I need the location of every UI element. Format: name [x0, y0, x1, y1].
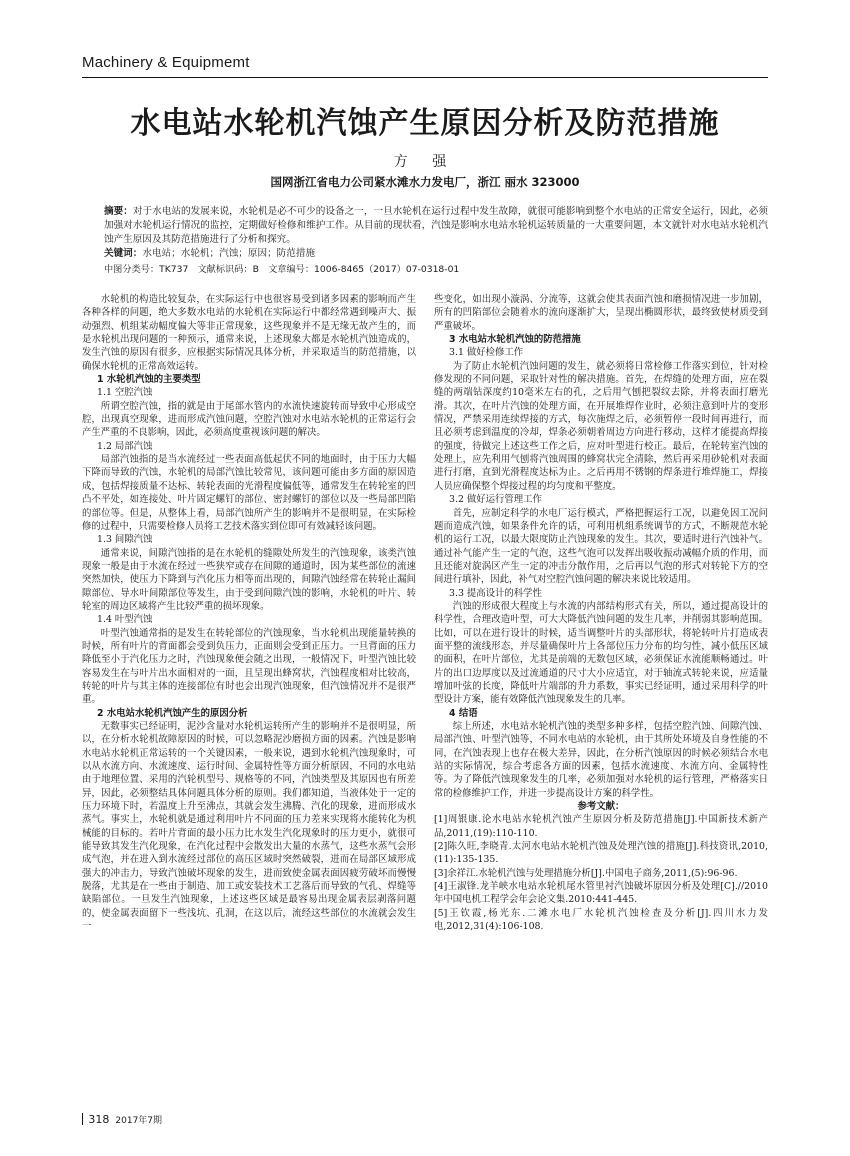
paragraph: 些变化，如出现小漩涡、分流等，这就会使其表面汽蚀和磨损情况进一步加剧，所有的凹陷部位会随着水的流向逐渐扩大，呈现出椭圆形状，最终致使材质受到严重破坏。 — [434, 294, 768, 332]
subsection-heading: 3.1 做好检修工作 — [449, 347, 524, 359]
journal-header-tag: Machinery & Equipmemt — [82, 54, 250, 71]
subsection-heading: 1.2 局部汽蚀 — [97, 440, 153, 452]
subsection-heading: 3.2 做好运行管理工作 — [449, 494, 542, 506]
subsection-heading: 1.1 空腔汽蚀 — [97, 387, 153, 399]
classification-line: 中图分类号：TK737 文献标识码：B 文章编号：1006-8465（2017）07-0318-01 — [104, 264, 460, 275]
keywords — [104, 247, 768, 261]
subsection-heading: 1.3 间隙汽蚀 — [97, 534, 153, 546]
paragraph: 通常来说，间隙汽蚀指的是在水轮机的缝隙处所发生的汽蚀现象，该类汽蚀现象一般是由于水流在经过一些狭窄或存在间隙的通道时，因为某些部位的流速突然加快，使压力下降到与汽化压力相等而出现的，间隙汽蚀经常在转轮止漏间隙部位、导水叶间隙部位等发生，由于受到间隙汽蚀的影响，水轮机的叶片、转轮室的周边区域将产生比较严重的损坏现象。 — [82, 547, 416, 612]
paragraph: 首先，应制定科学的水电厂运行模式，严格把握运行工况，以避免因工况问题而造成汽蚀，如果条件允许的话，可利用机组系统调节的方式，不断规范水轮机的运行工况，以最大限度防止汽蚀现象的发生。其次，要适时进行汽蚀补气。通过补气能产生一定的气泡，这些气泡可以发挥出吸收振动减幅介质的作用，而且还能对旋涡区产生一定的冲击分散作用，之后再以气泡的形式对转轮下方的空间进行填补，因此，补气对空腔汽蚀问题的解决来说比较适用。 — [434, 507, 768, 586]
keywords-label: 关键词： — [104, 248, 143, 259]
paragraph: 为了防止水轮机汽蚀问题的发生，就必须将日常检修工作落实到位，针对检修发现的不同问题，采取针对性的解决措施。首先，在焊缝的处理方面，应在裂缝的两端钻深度约10毫米左右的孔，之后用气刨把裂纹去除，并将表面打磨光滑。其次，在叶片汽蚀的处理方面，在开展堆焊作业时，必须注意到叶片的变形情况，严禁采用连续焊接的方式，每次施焊之后，必须暂停一段时间再进行，而且必须考虑到温度的冷却，焊条必须朝着周边方向进行移动，这样才能提高焊接的强度，待做完上述这些工作之后，应对叶型进行校正。最后，在轮转室汽蚀的处理上，应先利用气刨将汽蚀周围的蜂窝状完全清除，然后再采用砂轮机对表面进行打磨，直到光滑程度达标为止。之后再用不锈钢的焊条进行堆焊施工，焊接人员应确保整个焊接过程的均匀度和平整度。 — [434, 360, 768, 492]
paragraph: 叶型汽蚀通常指的是发生在转轮部位的汽蚀现象，当水轮机出现能量转换的时候，所有叶片的背面都会受到负压力，正面则会受到正压力。一旦背面的压力降低至小于汽化压力之时，汽蚀现象便会随之出现，一般情况下，叶型汽蚀比较容易发生在与叶片出水面相对的一面，且呈现出蜂窝状，汽蚀程度相对比较高，转轮的叶片与其主体的连接部位有时也会出现汽蚀现象，但汽蚀情况并不是很严重。 — [82, 627, 416, 706]
paragraph: 汽蚀的形成很大程度上与水流的内部结构形式有关，所以，通过提高设计的科学性，合理改造叶型，可大大降低汽蚀问题的发生几率，并削弱其影响范围。比如，可以在进行设计的时候，适当调整叶片的头部形状，将轮转叶片打造成表面平整的流线形态，并尽量确保叶片上各部位压力分布的均匀性，减小低压区域的面积，在叶片部位，尤其是前端的无数包区域，必须保证水流能顺畅通过。叶片的出口边厚度以及过流通道的尺寸大小应适宜，对于轴流式转轮来说，应适量增加叶弦的长度，降低叶片端部的升力系数，事实已经证明，通过采用科学的叶型设计方案，能有效降低汽蚀现象发生的几率。 — [434, 600, 768, 706]
footer-bar — [82, 1113, 83, 1125]
paragraph: 综上所述，水电站水轮机汽蚀的类型多种多样，包括空腔汽蚀、间隙汽蚀、局部汽蚀、叶型汽蚀等，不同水电站的水轮机，由于其所处环境及自身性能的不同，在汽蚀表现上也存在极大差异，因此，在分析汽蚀原因的时候必须结合水电站的实际情况，综合考虑各方面的因素，包括水流速度、水流方向、金属特性等。为了降低汽蚀现象发生的几率，必须加强对水轮机的运行管理，严格落实日常的检修维护工作，并进一步提高设计方案的科学性。 — [434, 721, 768, 799]
references-heading: 参考文献： — [577, 801, 625, 813]
subsection-heading: 1.4 叶型汽蚀 — [97, 614, 153, 626]
abstract-text: 对于水电站的发展来说，水轮机是必不可少的设备之一，一旦水轮机在运行过程中发生故障，就很可能影响到整个水电站的正常安全运行，因此，必须加强对水轮机运行情况的监控，定期做好检修和维护工作。从目前的现状看，汽蚀是影响水电站水轮机运转质量的一大重要问题，本文就针对水电站水轮机汽蚀产生原因及其防范措施进行了分析和探究。 — [104, 206, 769, 246]
page-footer — [82, 1113, 162, 1126]
paragraph: 无数事实已经证明，泥沙含量对水轮机运转所产生的影响并不是很明显，所以，在分析水轮机故障原因的时候，可以忽略泥沙磨损方面的因素。汽蚀是影响水电站水轮机正常运转的一个关键因素，一般来说，遇到水轮机汽蚀现象时，可以从水流方向、水流速度、运行时间、金属特性等方面分析原因，不同的水电站由于地理位置、采用的汽轮机型号、规格等的不同，汽蚀类型及其原因也有所差异，因此，必须整结具体问题具体分析的原则。我们都知道，当液体处于一定的压力环境下时，若温度上升至沸点，其就会发生沸腾、汽化的现象，进而形成水蒸气。事实上，水轮机就是通过利用叶片不同面的压力差来实现将水能转化为机械能的目标的。若叶片背面的最小压力比水发生汽化现象时的压力更小，就很可能导致其发生汽化现象，在汽化过程中会散发出大量的水蒸气，这些水蒸气会形成气泡，并在进入到水流经过部位的高压区域时突然破裂，进而在局部区域形成强大的冲击力，导致汽蚀破坏现象的发生，进而致使金属表面因疲劳破坏而慢慢脱落，尤其是在一些由于制造、加工或安装技术工艺落后而导致的气孔、焊缝等缺陷部位。一旦发生汽蚀现象，上述这些区域是最容易出现金属表层剥落问题的，使金属表面留下一些浅坑、孔洞，在这以后，流经这些部位的水流就会发生一 — [82, 721, 416, 933]
author-affiliation: 国网浙江省电力公司紧水滩水力发电厂，浙江 丽水 323000 — [270, 175, 580, 189]
body-column-left — [82, 293, 416, 934]
reference-item: [5]王钦霞,杨光东.二滩水电厂水轮机汽蚀检查及分析[J].四川水力发电,2012,31(4):106-108. — [434, 907, 768, 933]
header-rule — [82, 77, 768, 78]
section-heading: 4 结语 — [449, 707, 478, 719]
page-number: 318 — [88, 1113, 110, 1126]
reference-item: [3]余祥江.水轮机汽蚀与处理措施分析[J].中国电子商务,2011,(5):96-96. — [434, 867, 738, 879]
keywords-text: 水电站；水轮机；汽蚀；原因；防范措施 — [142, 248, 316, 259]
article-title: 水电站水轮机汽蚀产生原因分析及防范措施 — [130, 106, 720, 141]
body-column-right — [434, 293, 768, 934]
article-author: 方 强 — [393, 154, 457, 170]
section-heading: 2 水电站水轮机汽蚀产生的原因分析 — [97, 707, 248, 719]
reference-item: [1]周银康.论水电站水轮机汽蚀产生原因分析及防范措施[J].中国新技术新产品,2011,(19):110-110. — [434, 814, 768, 839]
section-heading: 1 水轮机汽蚀的主要类型 — [97, 374, 201, 386]
reference-item: [4]王淑锋.龙羊峡水电站水轮机尾水管里衬汽蚀破坏原因分析及处理[C].//2010年中国电机工程学会年会论文集.2010:441-445. — [434, 881, 768, 906]
paragraph: 水轮机的构造比较复杂，在实际运行中也很容易受到诸多因素的影响而产生各种各样的问题，绝大多数水电站的水轮机在实际运行中都经常遇到噪声大、振动强烈、机组某动幅度偏大等非正常现象，这些现象并不是无缘无故产生的，而是水轮机出现问题的一种预示，通常来说，上述现象大都是水轮机汽蚀造成的，发生汽蚀的原因有很多，应根据实际情况具体分析，并采取适当的防范措施，以确保水轮机的正常高效运转。 — [82, 294, 416, 372]
section-heading: 3 水电站水轮机汽蚀的防范措施 — [449, 334, 581, 346]
paragraph: 局部汽蚀指的是当水流经过一些表面高低起伏不同的地面时，由于压力大幅下降而导致的汽蚀，水轮机的局部汽蚀比较常见，该问题可能由多方面的原因造成，包括焊接质量不达标、转轮表面的光滑程度偏低等，通常发生在转轮室的凹凸不平处，如连接处、叶片固定螺钉的部位、密封螺钉的部位以及一些局部凹陷的部位等。但是，从整体上看，局部汽蚀所产生的影响并不是很明显，在实际检修的过程中，只需要检修人员将工艺技术落实到位即可有效减轻该问题。 — [82, 454, 416, 532]
issue-label: 2017年7期 — [115, 1116, 163, 1126]
subsection-heading: 3.3 提高设计的科学性 — [449, 587, 542, 599]
abstract — [104, 205, 768, 248]
reference-item: [2]陈久旺,李晓青.太河水电站水轮机汽蚀及处理汽蚀的措施[J].科技资讯,2010,(11):135-135. — [434, 841, 768, 866]
abstract-label: 摘要： — [104, 206, 133, 217]
paragraph: 所谓空腔汽蚀，指的就是由于尾部水管内的水流快速旋转而导致中心形成空腔，出现真空现象，进而形成汽蚀问题，空腔汽蚀对水电站水轮机的正常运行会产生严重的不良影响，因此，必须高度重视该问题的解决。 — [82, 400, 416, 439]
